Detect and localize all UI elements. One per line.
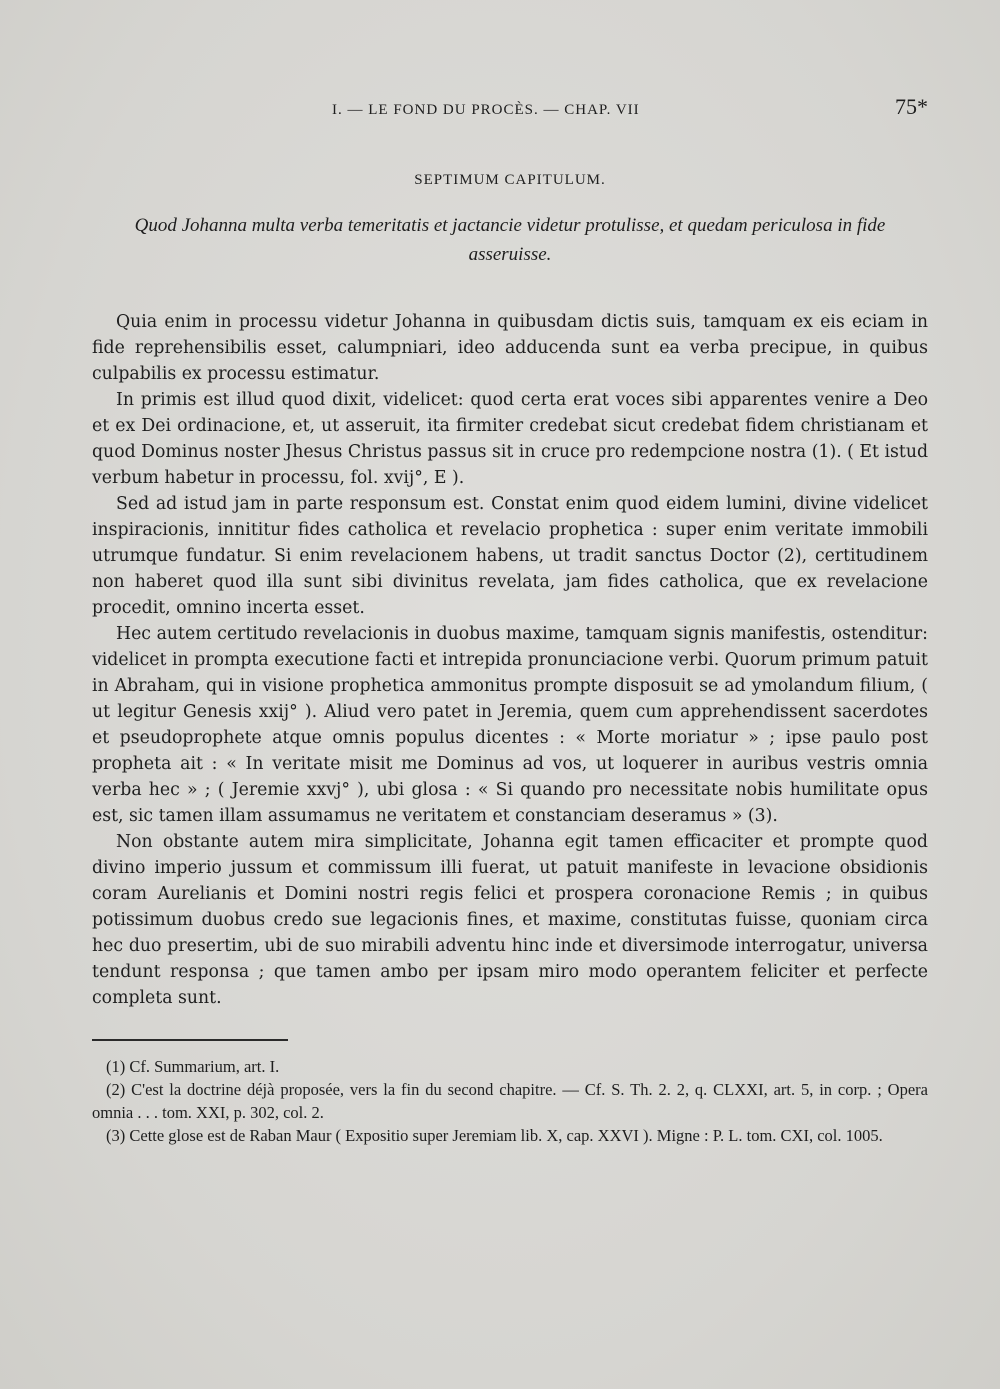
chapter-title: Quod Johanna multa verba temeritatis et jactancie videtur protulisse, et quedam periculosa in fide asseruisse. <box>134 215 886 265</box>
paragraph-5: Non obstante autem mira simplicitate, Johanna egit tamen efficaciter et prompte quod divino imperio jussum et commissum illi fuerat, ut patuit manifeste in levacione obsidionis coram Aurelianis et Domini nostri regis felici et prospera coronacione Remis ; in quibus potissimum duobus credo sue legacionis fines, et maxime, constitutas fuisse, quoniam circa hec duo presertim, ubi de suo mirabili adventu hinc inde et diversimode interrogatur, universa tendunt responsa ; que tamen ambo per ipsam miro modo operantem feliciter et perfecte completa sunt. <box>92 832 928 1008</box>
footnote-3: (3) Cette glose est de Raban Maur ( Expositio super Jeremiam lib. X, cap. XXVI ). Migne : P. L. tom. CXI, col. 1005. <box>106 1126 883 1145</box>
running-head <box>92 92 928 132</box>
body-text <box>92 309 928 1011</box>
paragraph-1: Quia enim in processu videtur Johanna in quibusdam dictis suis, tamquam ex eis eciam in fide reprehensibilis esset, calumpniari, ideo adducenda sunt ea verba precipue, in quibus culpabilis ex processu estimatur. <box>92 312 928 384</box>
paragraph-3: Sed ad istud jam in parte responsum est. Constat enim quod eidem lumini, divine videlicet inspiracionis, innititur fides catholica et revelacio prophetica : super enim veritate immobili utrumque fundatur. Si enim revelacionem habens, ut tradit sanctus Doctor (2), certitudinem non haberet quod illa sunt sibi divinitus revelata, jam fides catholica, que ex revelacione procedit, omnino incerta esset. <box>92 494 928 618</box>
paragraph-2: In primis est illud quod dixit, videlicet: quod certa erat voces sibi apparentes venire a Deo et ex Dei ordinacione, et, ut asseruit, ita firmiter credebat sicut credebat fidem christianam et quod Dominus noster Jhesus Christus passus sit in cruce pro redempcione nostra (1). ( Et istud verbum habetur in processu, fol. xvij°, E ). <box>92 390 929 488</box>
running-head-text: I. — LE FOND DU PROCÈS. — CHAP. VII <box>332 102 640 118</box>
page-number: 75* <box>895 94 928 119</box>
footnote-divider <box>92 1039 288 1041</box>
chapter-heading: SEPTIMUM CAPITULUM. <box>414 172 606 188</box>
paragraph-4: Hec autem certitudo revelacionis in duobus maxime, tamquam signis manifestis, ostenditur: videlicet in prompta executione facti et intrepida pronunciacione verbi. Quorum primum patuit in Abraham, qui in visione prophetica ammonitus prompte disposuit se ad ymolandum filium, ( ut legitur Genesis xxij° ). Aliud vero patet in Jeremia, quem cum apprehendissent sacerdotes et pseudoprophete atque omnis populus dicentes : « Morte moriatur » ; ipse paulo post propheta ait : « In veritate misit me Dominus ad vos, ut loquerer in auribus vestris omnia verba hec » ; ( Jeremie xxvj° ), ubi glosa : « Si quando pro necessitate nobis humilitate opus est, sic tamen illam assumamus ne veritatem et constanciam deseramus » (3). <box>92 624 928 826</box>
footnote-2: (2) C'est la doctrine déjà proposée, vers la fin du second chapitre. — Cf. S. Th. 2. 2, q. CLXXI, art. 5, in corp. ; Opera omnia . . . tom. XXI, p. 302, col. 2. <box>92 1080 928 1122</box>
footnotes <box>92 1055 928 1147</box>
footnote-1: (1) Cf. Summarium, art. I. <box>106 1057 280 1076</box>
